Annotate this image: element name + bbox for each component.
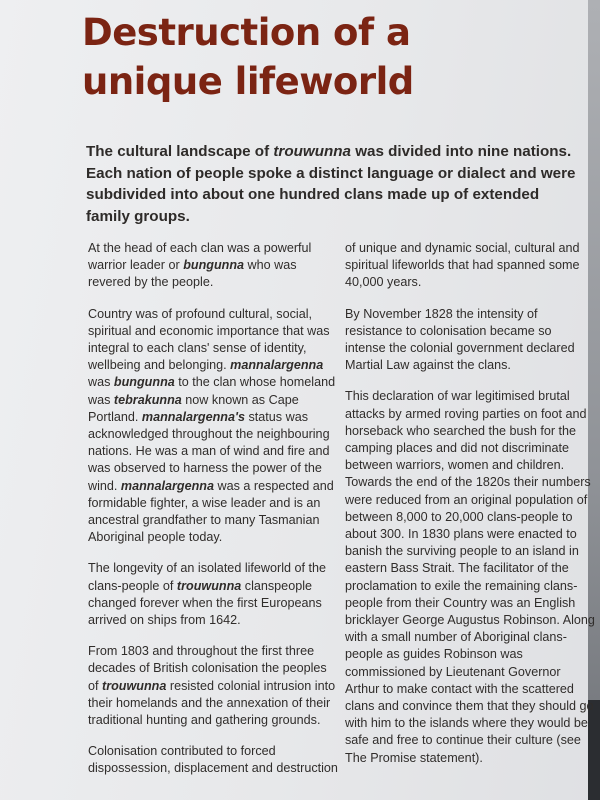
left-paragraph-2 [88,306,338,547]
left-p2-e: to the clan whose homeland was [88,375,336,407]
left-p2-i: status was acknowledged throughout the neighbouring nations. He was a man of wind and fire and was observed to harness the power of the wind. [88,409,330,493]
left-p2-term-4: mannalargenna's [141,409,245,424]
left-p2-term-5: mannalargenna [120,478,214,493]
intro-text-c: was divided into nine nations. Each nation of people spoke a distinct language or dialect and were subdivided into about one hundred clans made up of extended family groups. [86,143,576,225]
right-paragraph-2: By November 1828 the intensity of resistance to colonisation became so intense the colonial government declared Martial Law against the clans. [345,306,575,373]
left-paragraph-3 [88,560,338,629]
page-title [82,8,552,106]
left-paragraph-4 [88,643,338,729]
left-p2-g: now known as Cape Portland. [88,392,299,424]
left-paragraph-5: Colonisation contributed to forced dispossession, displacement and destruction [88,744,338,776]
left-p4-term: trouwunna [102,678,167,693]
title-line-1: Destruction of a [82,11,411,54]
left-p2-c: was [88,375,114,390]
intro-text-a: The cultural landscape of [86,143,274,160]
left-p2-a: Country was of profound cultural, social, spiritual and economic importance that was integral to each clans' sense of identity, wellbeing and belonging. [88,306,330,373]
left-p3-term: trouwunna [176,578,242,593]
left-p4-c: resisted colonial intrusion into their homelands and the annexation of their traditional hunting and gathering grounds. [88,678,336,728]
intro-paragraph [86,141,586,227]
right-paragraph-3: This declaration of war legitimised brutal attacks by armed roving parties on foot and horseback who searched the bush for the camping places and did not discriminate between warriors, women and children. Towards the end of the 1820s their numbers were reduced from an original population of between 8,000 to 20,000 clans-people to about 300. In 1830 plans were enacted to banish the surviving people to an island in eastern Bass Strait. The facilitator of the proclamation to exile the remaining clans-people from their Country was an English bricklayer George Augustus Robinson. Along with a small number of Aboriginal clans-people as guides Robinson was commissioned by Lieutenant Governor Arthur to make contact with the scattered clans and convince them that they should go with him to the islands where they would be safe and free to continue their culture (see The Promise statement). [345,389,595,765]
left-p1-a: At the head of each clan was a powerful warrior leader or [88,241,312,273]
left-p3-a: The longevity of an isolated lifeworld of the clans-people of [88,561,327,593]
left-p1-term: bungunna [183,258,245,273]
left-p4-a: From 1803 and throughout the first three decades of British colonisation the peoples of [88,644,327,693]
left-paragraph-1 [88,240,338,292]
left-p2-k: was a respected and formidable fighter, a wise leader and is an ancestral grandfather to many Tasmanian Aboriginal people today. [88,478,334,545]
left-p1-c: who was revered by the people. [88,258,297,290]
left-column [88,240,338,792]
left-p2-term-1: mannalargenna [230,358,324,373]
intro-term-trouwunna: trouwunna [273,143,351,160]
left-p3-c: clanspeople changed forever when the first Europeans arrived on ships from 1642. [88,578,322,628]
title-line-2: unique lifeworld [82,60,414,103]
left-p2-term-3: tebrakunna [113,392,182,407]
right-column [345,240,595,781]
left-p2-term-2: bungunna [113,375,175,390]
right-paragraph-1: of unique and dynamic social, cultural and spiritual lifeworlds that had spanned some 40,000 years. [345,241,580,290]
